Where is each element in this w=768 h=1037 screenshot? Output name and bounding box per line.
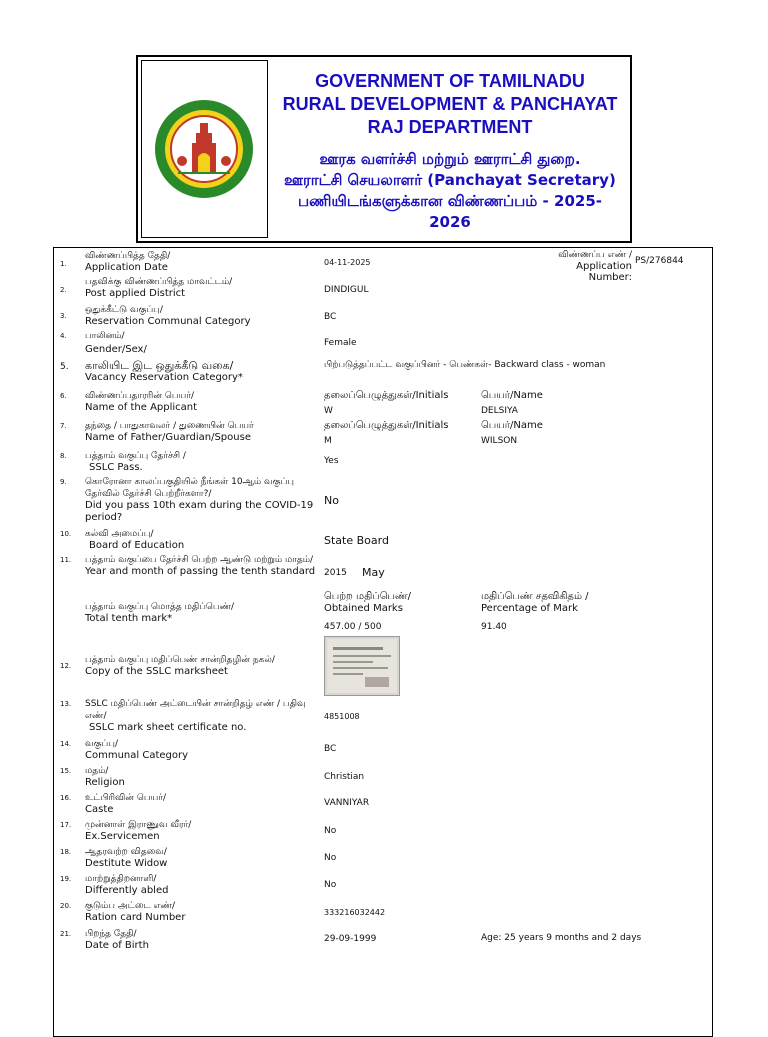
initials-value: W (324, 406, 333, 416)
row-label: பிறந்த தேதி/ Date of Birth (85, 929, 149, 951)
row-number: 21. (60, 930, 72, 938)
row-number: 20. (60, 902, 72, 910)
row-value: பிற்படுத்தப்பட்ட வகுப்பினர் - பெண்கள்- Backward class - woman (324, 360, 606, 370)
row-value: 333216032442 (324, 908, 386, 917)
row-label: தந்தை / பாதுகாவலர் / துணையின் பெயர் Name of Father/Guardian/Spouse (85, 421, 254, 443)
row-label: பத்தாம் வகுப்பை தேர்ச்சி பெற்ற ஆண்டு மற்றும் மாதம்/ Year and month of passing the tenth standard (85, 555, 316, 577)
row-number: 2. (60, 286, 67, 294)
row-number: 15. (60, 767, 72, 775)
row-label: ஒதுக்கீட்டு வகுப்பு/ Reservation Communal Category (85, 305, 251, 327)
row-number: 11. (60, 556, 72, 564)
row-value: BC (324, 744, 337, 754)
header-box (136, 55, 632, 243)
row-label: வகுப்பு/ Communal Category (85, 739, 189, 761)
row-value: Christian (324, 772, 365, 782)
row-label: விண்ணப்பதாரரின் பெயர்/ Name of the Applicant (85, 391, 198, 413)
name-value: WILSON (481, 436, 518, 446)
row-value: No (324, 853, 337, 863)
row-number: 3. (60, 312, 67, 320)
application-form (53, 247, 713, 1037)
row-number: 19. (60, 875, 72, 883)
initials-label: தலைப்பெழுத்துகள்/Initials (324, 390, 449, 401)
percentage-value: 91.40 (481, 622, 507, 632)
row-number: 14. (60, 740, 72, 748)
row-label: பத்தாம் வகுப்பு மதிப்பெண் சான்றிதழின் நகல்/ Copy of the SSLC marksheet (85, 655, 275, 677)
row-label: ஆதரவற்ற விதவை/ Destitute Widow (85, 847, 168, 869)
row-label: பதவிக்கு விண்ணப்பித்த மாவட்டம்/ Post applied District (85, 277, 233, 299)
application-number-label: விண்ணப்ப எண் / Application Number: (558, 250, 632, 283)
tamil-line-3: பணியிடங்களுக்கான விண்ணப்பம் - 2025- (298, 192, 602, 210)
row-number: 18. (60, 848, 72, 856)
title-line-3: RAJ DEPARTMENT (367, 117, 533, 137)
row-value: No (324, 880, 337, 890)
row-number: 8. (60, 452, 67, 460)
marksheet-image-icon (325, 637, 399, 695)
row-value: Female (324, 338, 357, 348)
row-value: VANNIYAR (324, 798, 370, 808)
row-number: 4. (60, 332, 67, 340)
tamil-line-1: ஊரக வளர்ச்சி மற்றும் ஊராட்சி துறை. (319, 150, 581, 168)
obtained-marks-label: பெற்ற மதிப்பெண்/ Obtained Marks (324, 591, 412, 614)
row-value: Yes (324, 456, 339, 466)
row-number: 5. (60, 362, 69, 372)
row-value: BC (324, 312, 337, 322)
row-label: பாலினம்/ Gender/Sex/ (85, 331, 147, 355)
row-label: மதம்/ Religion (85, 766, 125, 788)
row-label: கல்வி அமைப்பு/ Board of Education (85, 529, 185, 551)
name-label: பெயர்/Name (481, 390, 543, 401)
title-line-2: RURAL DEVELOPMENT & PANCHAYAT (282, 94, 618, 114)
row-label: மாற்றுத்திறனாளி/ Differently abled (85, 874, 169, 896)
logo-frame (141, 60, 268, 238)
percentage-label: மதிப்பெண் சதவிகிதம் / Percentage of Mark (481, 591, 589, 614)
row-number: 9. (60, 478, 67, 486)
passing-month: May (362, 566, 385, 579)
row-number: 6. (60, 392, 67, 400)
row-number: 13. (60, 700, 72, 708)
header-title-area (270, 57, 630, 241)
row-number: 1. (60, 260, 67, 268)
obtained-marks-value: 457.00 / 500 (324, 622, 382, 632)
row-label: பத்தாம் வகுப்பு தேர்ச்சி / SSLC Pass. (85, 451, 186, 473)
row-number: 17. (60, 821, 72, 829)
row-number: 16. (60, 794, 72, 802)
tamil-line-4: 2026 (429, 213, 471, 231)
application-number-value: PS/276844 (635, 256, 684, 266)
row-label: காலியிட இட ஒதுக்கீடு வகை/ Vacancy Reservation Category* (85, 359, 243, 383)
name-value: DELSIYA (481, 406, 518, 416)
row-value: 4851008 (324, 712, 360, 721)
row-label: விண்ணப்பித்த தேதி/ Application Date (85, 251, 171, 273)
name-label: பெயர்/Name (481, 420, 543, 431)
initials-value: M (324, 436, 332, 446)
passing-year: 2015 (324, 568, 347, 578)
row-label: முன்னாள் இராணுவ வீரர்/ Ex.Servicemen (85, 820, 192, 842)
tamilnadu-emblem-icon (142, 61, 267, 237)
row-value: DINDIGUL (324, 285, 369, 295)
row-label: கொரோனா காலப்பகுதியில் நீங்கள் 10ஆம் வகுப்பு தேர்வில் தேர்ச்சி பெற்றீர்களா?/ Did you pass 10th exam during the COVID-19 period? (85, 477, 314, 523)
row-value: 04-11-2025 (324, 258, 371, 267)
row-label: பத்தாம் வகுப்பு மொத்த மதிப்பெண்/ Total tenth mark* (85, 602, 235, 624)
row-label: SSLC மதிப்பெண் அட்டையின் சான்றிதழ் எண் / பதிவு எண்/ SSLC mark sheet certificate no. (85, 699, 306, 733)
initials-label: தலைப்பெழுத்துகள்/Initials (324, 420, 449, 431)
row-label: குடும்ப அட்டை எண்/ Ration card Number (85, 901, 186, 923)
title-line-1: GOVERNMENT OF TAMILNADU (315, 71, 585, 91)
marksheet-thumbnail[interactable] (324, 636, 400, 696)
row-value: No (324, 826, 337, 836)
row-number: 10. (60, 530, 72, 538)
row-value: State Board (324, 534, 389, 547)
row-value: No (324, 494, 339, 507)
row-number: 12. (60, 662, 72, 670)
row-number: 7. (60, 422, 67, 430)
row-value: 29-09-1999 (324, 934, 377, 944)
age-value: Age: 25 years 9 months and 2 days (481, 933, 642, 943)
row-label: உட்பிரிவின் பெயர்/ Caste (85, 793, 166, 815)
tamil-line-2: ஊராட்சி செயலாளர் (Panchayat Secretary) (284, 171, 616, 189)
